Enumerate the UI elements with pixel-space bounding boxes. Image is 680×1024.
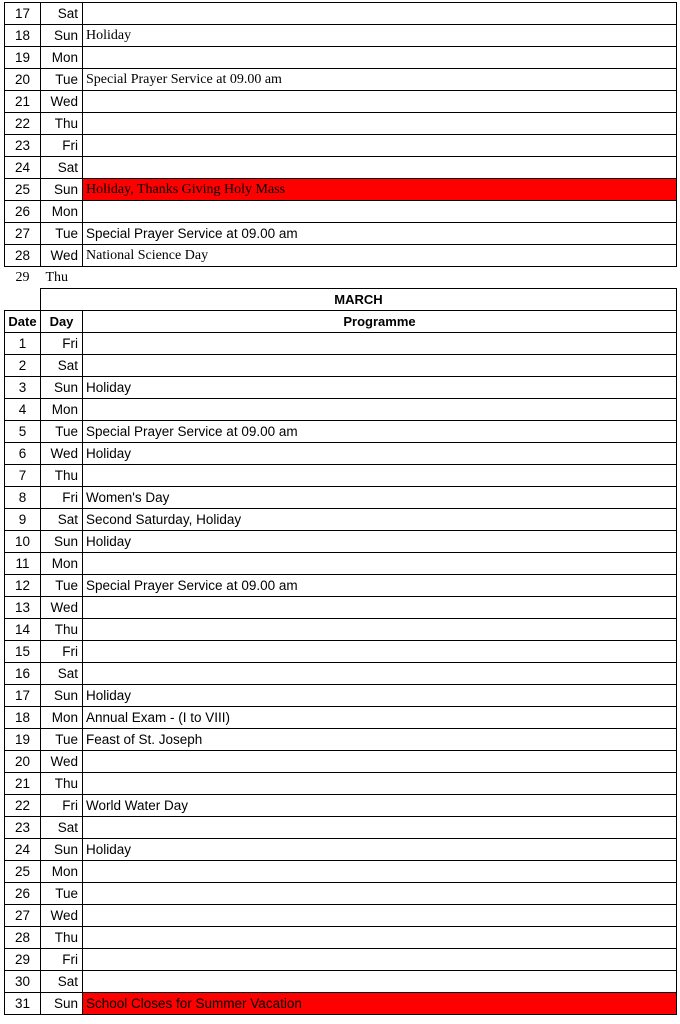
- programme-cell: [83, 355, 677, 377]
- programme-cell: [83, 971, 677, 993]
- table-row: [5, 487, 677, 509]
- table-row: [5, 641, 677, 663]
- table-row: [5, 839, 677, 861]
- table-row: [5, 861, 677, 883]
- programme-cell: [83, 47, 677, 69]
- february-rows: [5, 3, 677, 267]
- day-cell: Wed: [41, 905, 83, 927]
- day-cell: Mon: [41, 553, 83, 575]
- date-cell: 25: [5, 861, 41, 883]
- programme-cell: Holiday: [83, 377, 677, 399]
- leap-programme: [83, 267, 677, 289]
- header-day: Day: [41, 311, 83, 333]
- date-cell: 26: [5, 883, 41, 905]
- table-row: [5, 377, 677, 399]
- day-cell: Sat: [41, 663, 83, 685]
- day-cell: Sun: [41, 993, 83, 1015]
- day-cell: Fri: [41, 949, 83, 971]
- date-cell: 14: [5, 619, 41, 641]
- programme-cell: Feast of St. Joseph: [83, 729, 677, 751]
- table-row: [5, 69, 677, 91]
- programme-cell: Special Prayer Service at 09.00 am: [83, 69, 677, 91]
- table-row: [5, 949, 677, 971]
- day-cell: Wed: [41, 443, 83, 465]
- day-cell: Thu: [41, 773, 83, 795]
- programme-cell: [83, 949, 677, 971]
- table-row: [5, 971, 677, 993]
- date-cell: 28: [5, 927, 41, 949]
- programme-cell: World Water Day: [83, 795, 677, 817]
- date-cell: 22: [5, 795, 41, 817]
- table-row: [5, 91, 677, 113]
- day-cell: Mon: [41, 861, 83, 883]
- date-cell: 2: [5, 355, 41, 377]
- programme-cell: [83, 773, 677, 795]
- date-cell: 15: [5, 641, 41, 663]
- programme-cell: [83, 553, 677, 575]
- date-cell: 18: [5, 707, 41, 729]
- table-row: [5, 795, 677, 817]
- table-row: [5, 817, 677, 839]
- day-cell: Tue: [41, 883, 83, 905]
- date-cell: 9: [5, 509, 41, 531]
- programme-cell: [83, 861, 677, 883]
- programme-cell: Holiday: [83, 685, 677, 707]
- date-cell: 7: [5, 465, 41, 487]
- programme-cell: Holiday: [83, 25, 677, 47]
- programme-cell: [83, 883, 677, 905]
- day-cell: Sun: [41, 377, 83, 399]
- calendar-table: [4, 2, 677, 1015]
- day-cell: Sat: [41, 355, 83, 377]
- table-row: [5, 135, 677, 157]
- day-cell: Fri: [41, 641, 83, 663]
- day-cell: Mon: [41, 707, 83, 729]
- leap-day: Thu: [45, 270, 69, 285]
- day-cell: Sat: [41, 157, 83, 179]
- day-cell: Sun: [41, 531, 83, 553]
- date-cell: 20: [5, 751, 41, 773]
- day-cell: Fri: [41, 333, 83, 355]
- programme-cell: Special Prayer Service at 09.00 am: [83, 575, 677, 597]
- date-cell: 12: [5, 575, 41, 597]
- programme-cell: [83, 817, 677, 839]
- programme-cell: Women's Day: [83, 487, 677, 509]
- table-row: [5, 751, 677, 773]
- day-cell: Fri: [41, 135, 83, 157]
- programme-cell: [83, 927, 677, 949]
- programme-cell: Special Prayer Service at 09.00 am: [83, 223, 677, 245]
- month-title-spacer: [5, 289, 41, 311]
- table-row: [5, 355, 677, 377]
- programme-cell: [83, 3, 677, 25]
- date-cell: 21: [5, 773, 41, 795]
- date-cell: 22: [5, 113, 41, 135]
- date-cell: 17: [5, 685, 41, 707]
- date-cell: 24: [5, 157, 41, 179]
- programme-cell: [83, 135, 677, 157]
- date-cell: 27: [5, 223, 41, 245]
- table-row: [5, 223, 677, 245]
- table-row: [5, 509, 677, 531]
- table-row: [5, 663, 677, 685]
- programme-cell: [83, 641, 677, 663]
- date-cell: 21: [5, 91, 41, 113]
- table-row: [5, 619, 677, 641]
- programme-cell: [83, 663, 677, 685]
- table-row: [5, 553, 677, 575]
- march-rows: [5, 333, 677, 1015]
- table-row: [5, 157, 677, 179]
- day-cell: Fri: [41, 487, 83, 509]
- programme-cell: Special Prayer Service at 09.00 am: [83, 421, 677, 443]
- date-cell: 16: [5, 663, 41, 685]
- programme-cell: Holiday: [83, 839, 677, 861]
- date-cell: 10: [5, 531, 41, 553]
- date-cell: 24: [5, 839, 41, 861]
- date-cell: 1: [5, 333, 41, 355]
- march-header: [5, 289, 677, 333]
- table-row: [5, 47, 677, 69]
- table-row: [5, 399, 677, 421]
- header-date: Date: [5, 311, 41, 333]
- date-cell: 5: [5, 421, 41, 443]
- programme-cell: [83, 597, 677, 619]
- programme-cell: Holiday, Thanks Giving Holy Mass: [83, 179, 677, 201]
- date-cell: 19: [5, 47, 41, 69]
- day-cell: Wed: [41, 91, 83, 113]
- day-cell: Wed: [41, 751, 83, 773]
- day-cell: Sun: [41, 25, 83, 47]
- day-cell: Sat: [41, 817, 83, 839]
- table-row: [5, 575, 677, 597]
- table-row: [5, 927, 677, 949]
- table-row: [5, 201, 677, 223]
- programme-cell: [83, 113, 677, 135]
- table-row: [5, 179, 677, 201]
- programme-cell: [83, 157, 677, 179]
- table-row: [5, 883, 677, 905]
- date-cell: 30: [5, 971, 41, 993]
- date-cell: 31: [5, 993, 41, 1015]
- date-cell: 3: [5, 377, 41, 399]
- table-row: [5, 993, 677, 1015]
- programme-cell: Annual Exam - (I to VIII): [83, 707, 677, 729]
- day-cell: Thu: [41, 619, 83, 641]
- day-cell: Sat: [41, 509, 83, 531]
- programme-cell: [83, 399, 677, 421]
- programme-cell: Holiday: [83, 443, 677, 465]
- date-cell: 17: [5, 3, 41, 25]
- programme-cell: [83, 905, 677, 927]
- day-cell: Tue: [41, 421, 83, 443]
- date-cell: 29: [5, 949, 41, 971]
- programme-cell: [83, 465, 677, 487]
- table-row: [5, 773, 677, 795]
- column-header-row: [5, 311, 677, 333]
- table-row: [5, 465, 677, 487]
- day-cell: Sun: [41, 839, 83, 861]
- day-cell: Thu: [41, 465, 83, 487]
- leap-date: 29: [15, 270, 30, 286]
- leap-row-group: [5, 267, 677, 289]
- table-row: [5, 531, 677, 553]
- date-cell: 8: [5, 487, 41, 509]
- table-row: [5, 421, 677, 443]
- day-cell: Sun: [41, 685, 83, 707]
- day-cell: Thu: [41, 113, 83, 135]
- table-row: [5, 245, 677, 267]
- programme-cell: [83, 619, 677, 641]
- table-row: [5, 333, 677, 355]
- table-row: [5, 25, 677, 47]
- leap-day-row: [5, 267, 677, 289]
- programme-cell: National Science Day: [83, 245, 677, 267]
- day-cell: Mon: [41, 399, 83, 421]
- table-row: [5, 113, 677, 135]
- day-cell: Mon: [41, 47, 83, 69]
- day-cell: Sat: [41, 971, 83, 993]
- table-row: [5, 729, 677, 751]
- table-row: [5, 443, 677, 465]
- day-cell: Mon: [41, 201, 83, 223]
- day-cell: Tue: [41, 223, 83, 245]
- day-cell: Fri: [41, 795, 83, 817]
- month-title-row: [5, 289, 677, 311]
- header-programme: Programme: [83, 311, 677, 333]
- programme-cell: [83, 201, 677, 223]
- programme-cell: [83, 333, 677, 355]
- month-title: MARCH: [41, 289, 677, 311]
- day-cell: Tue: [41, 575, 83, 597]
- day-cell: Thu: [41, 927, 83, 949]
- day-cell: Wed: [41, 245, 83, 267]
- day-cell: Tue: [41, 729, 83, 751]
- date-cell: 28: [5, 245, 41, 267]
- date-cell: 4: [5, 399, 41, 421]
- date-cell: 19: [5, 729, 41, 751]
- date-cell: 25: [5, 179, 41, 201]
- date-cell: 6: [5, 443, 41, 465]
- programme-cell: [83, 751, 677, 773]
- table-row: [5, 597, 677, 619]
- programme-cell: Holiday: [83, 531, 677, 553]
- date-cell: 26: [5, 201, 41, 223]
- date-cell: 27: [5, 905, 41, 927]
- table-row: [5, 707, 677, 729]
- table-row: [5, 905, 677, 927]
- date-cell: 18: [5, 25, 41, 47]
- day-cell: Tue: [41, 69, 83, 91]
- day-cell: Wed: [41, 597, 83, 619]
- calendar-page: [4, 2, 676, 1015]
- programme-cell: [83, 91, 677, 113]
- table-row: [5, 3, 677, 25]
- day-cell: Sun: [41, 179, 83, 201]
- date-cell: 23: [5, 135, 41, 157]
- programme-cell: School Closes for Summer Vacation: [83, 993, 677, 1015]
- table-row: [5, 685, 677, 707]
- date-cell: 11: [5, 553, 41, 575]
- programme-cell: Second Saturday, Holiday: [83, 509, 677, 531]
- day-cell: Sat: [41, 3, 83, 25]
- date-cell: 13: [5, 597, 41, 619]
- date-cell: 20: [5, 69, 41, 91]
- date-cell: 23: [5, 817, 41, 839]
